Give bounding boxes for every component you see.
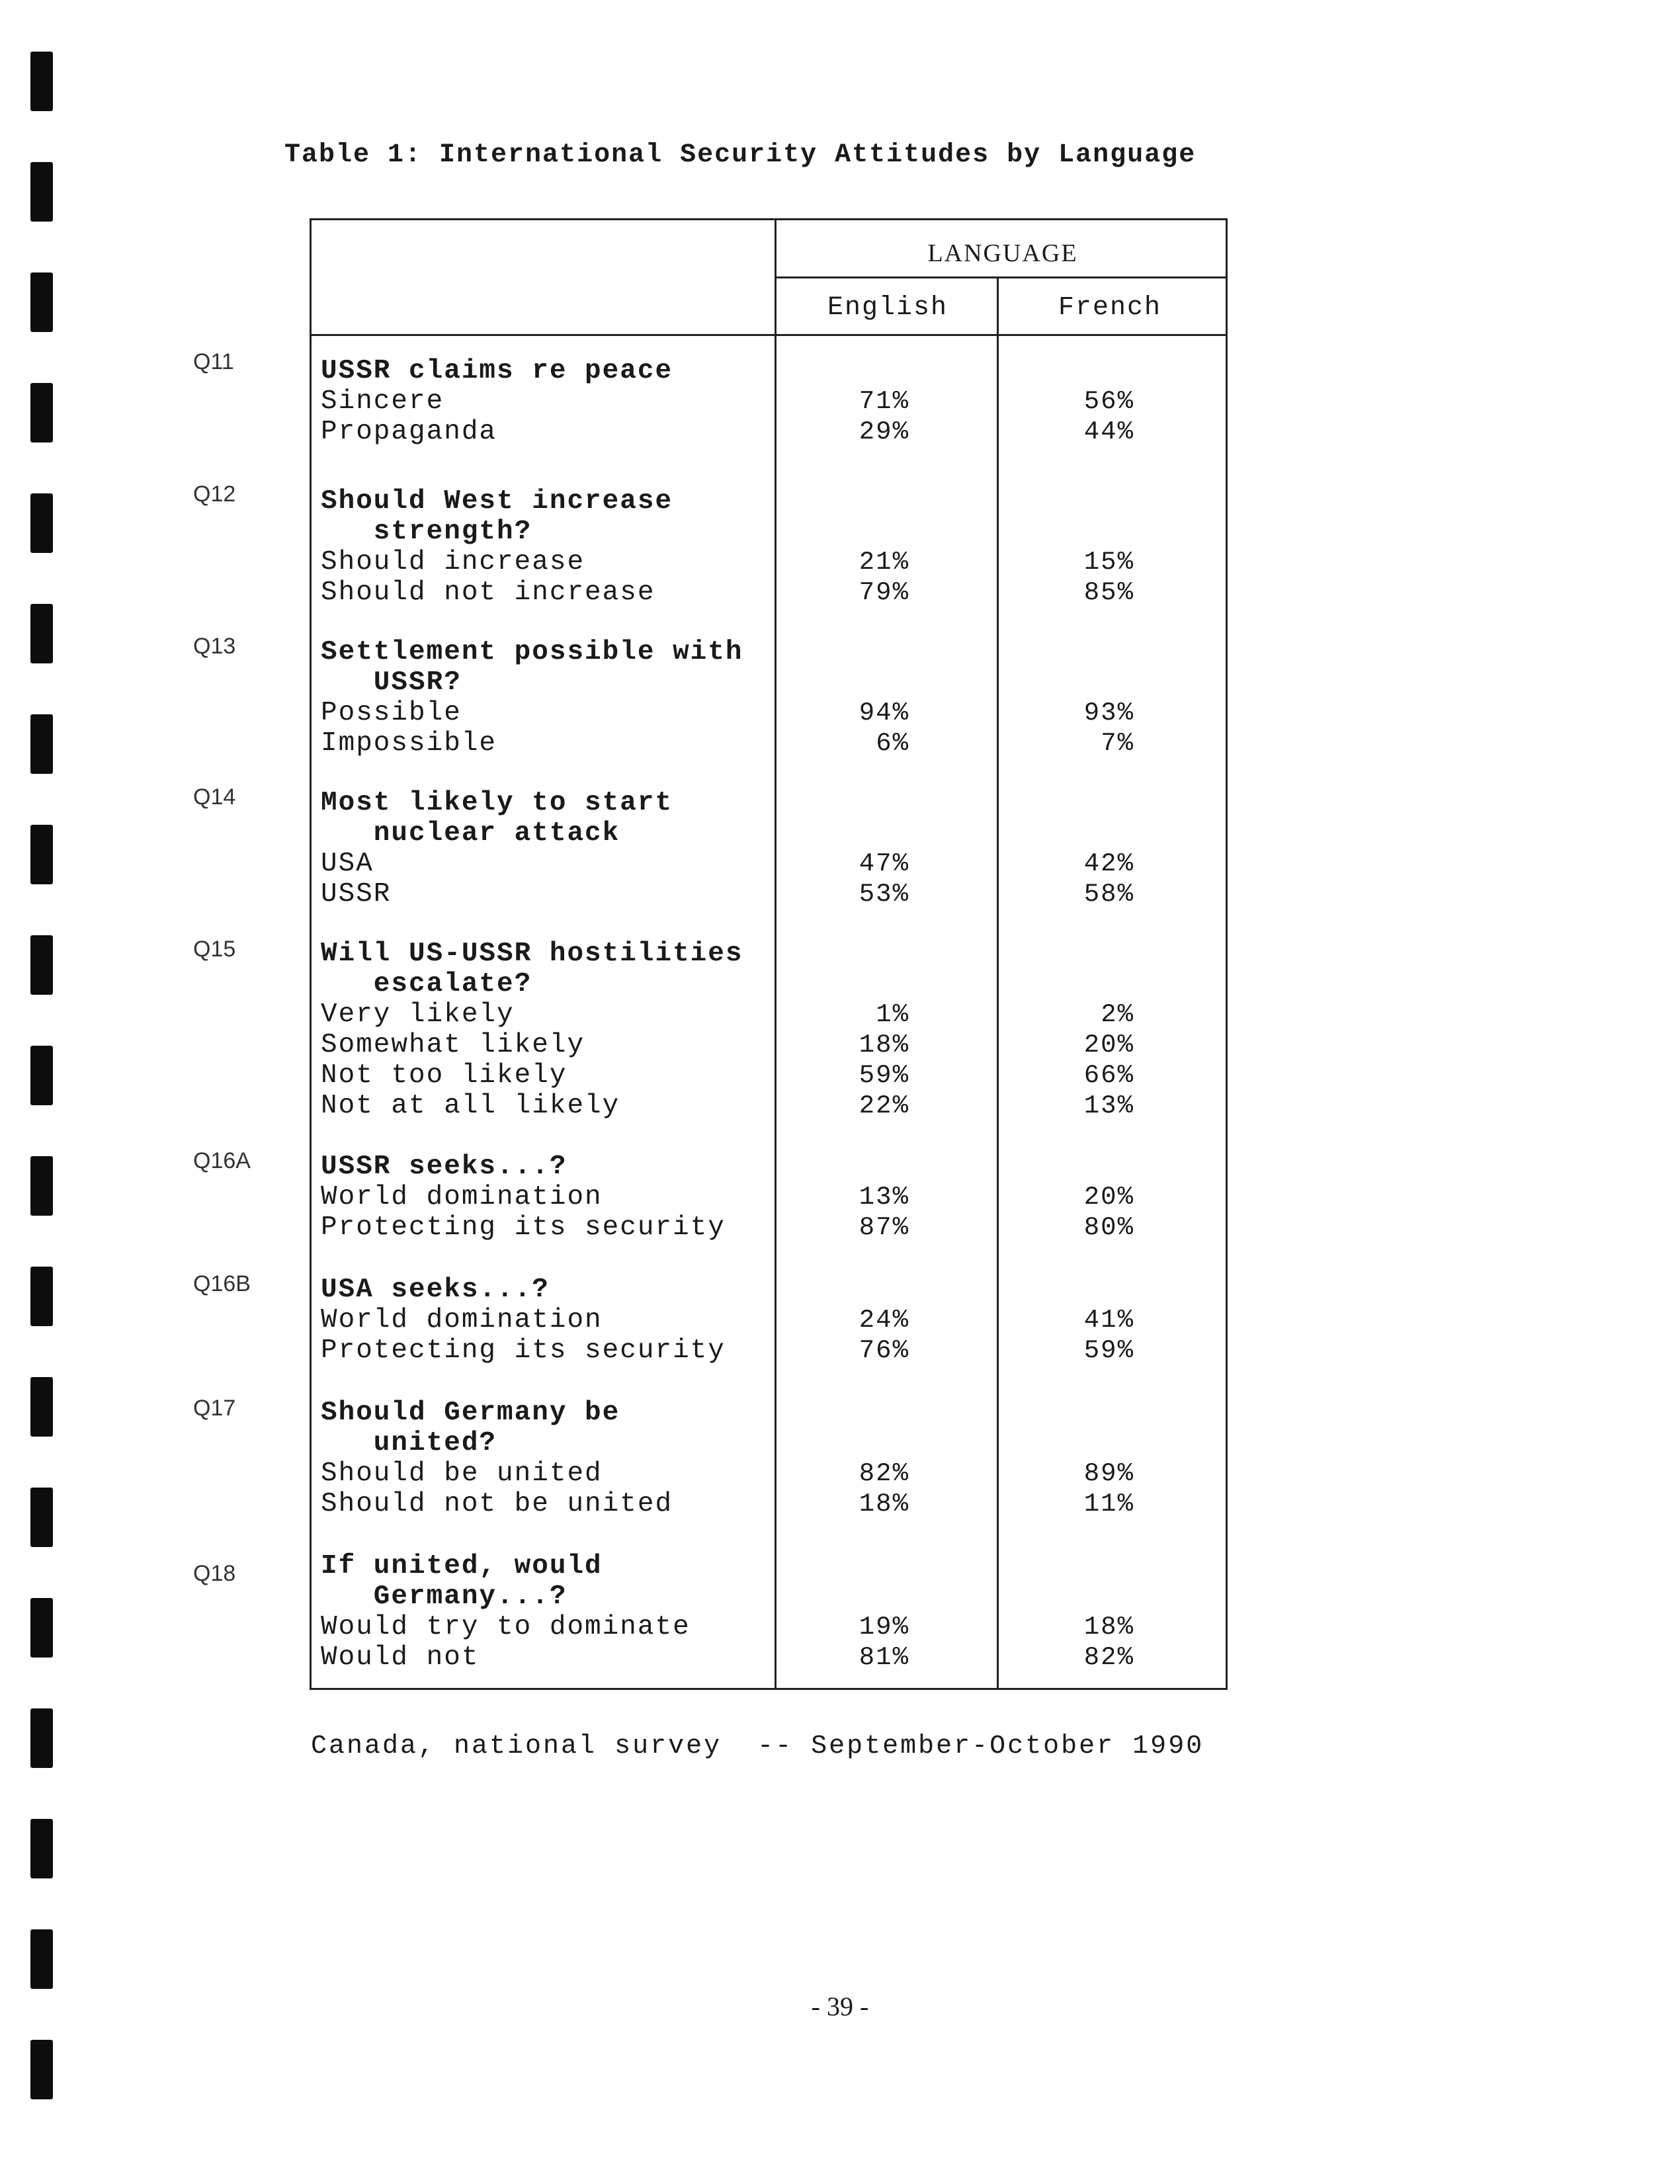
question-code: Q16B <box>193 1271 251 1296</box>
answer-label: Protecting its security <box>321 1335 726 1366</box>
english-percent: 81% <box>859 1643 909 1672</box>
answer-label: Protecting its security <box>321 1212 726 1243</box>
binder-hole <box>30 1929 53 1989</box>
french-percent: 66% <box>1083 1061 1134 1090</box>
data-table <box>310 218 1228 1690</box>
question-code: Q17 <box>193 1396 236 1421</box>
french-percent: 82% <box>1083 1643 1134 1672</box>
answer-label: Would not <box>321 1642 480 1673</box>
english-percent: 53% <box>859 880 909 909</box>
language-header: LANGUAGE <box>927 239 1078 267</box>
answer-label: Sincere <box>321 386 444 417</box>
answer-label: Not at all likely <box>321 1091 620 1121</box>
english-percent: 1% <box>876 1000 909 1029</box>
english-percent: 47% <box>859 849 909 878</box>
english-percent: 29% <box>859 417 909 446</box>
english-percent: 6% <box>876 729 909 758</box>
answer-label: Should be united <box>321 1458 603 1489</box>
binder-hole <box>30 604 53 663</box>
question-title: If united, would Germany...? <box>321 1551 603 1612</box>
answer-label: World domination <box>321 1305 603 1335</box>
binder-hole <box>30 162 53 222</box>
french-percent: 80% <box>1083 1213 1134 1242</box>
binder-hole <box>30 1377 53 1437</box>
binder-hole <box>30 1156 53 1216</box>
survey-footnote: Canada, national survey -- September-October 1990 <box>311 1732 1204 1761</box>
answer-label: Very likely <box>321 999 515 1030</box>
english-percent: 21% <box>859 548 909 577</box>
french-percent: 11% <box>1083 1490 1134 1519</box>
answer-label: Should not increase <box>321 577 655 608</box>
question-code: Q12 <box>193 482 236 507</box>
english-percent: 24% <box>859 1306 909 1335</box>
question-code: Q13 <box>193 634 236 659</box>
question-code: Q11 <box>193 349 234 374</box>
french-percent: 58% <box>1083 880 1134 909</box>
binder-hole <box>30 935 53 995</box>
english-percent: 76% <box>859 1336 909 1365</box>
english-percent: 94% <box>859 698 909 728</box>
binder-hole <box>30 1488 53 1547</box>
french-percent: 85% <box>1083 578 1134 607</box>
column-header-english: English <box>827 293 948 323</box>
answer-label: Propaganda <box>321 417 497 447</box>
binder-hole <box>30 1819 53 1878</box>
question-title: Should West increase strength? <box>321 486 673 547</box>
column-header-french: French <box>1058 293 1162 323</box>
binder-hole <box>30 1046 53 1105</box>
binder-hole <box>30 493 53 553</box>
french-percent: 20% <box>1083 1030 1134 1060</box>
french-percent: 93% <box>1083 698 1134 728</box>
binder-hole <box>30 1598 53 1658</box>
question-code: Q18 <box>193 1561 236 1586</box>
answer-label: Should not be united <box>321 1489 673 1519</box>
english-percent: 22% <box>859 1091 909 1120</box>
question-code: Q14 <box>193 784 236 810</box>
question-title: USSR claims re peace <box>321 356 673 386</box>
english-percent: 87% <box>859 1213 909 1242</box>
french-percent: 41% <box>1083 1306 1134 1335</box>
french-percent: 20% <box>1083 1183 1134 1212</box>
question-code: Q16A <box>193 1148 251 1173</box>
answer-label: USSR <box>321 879 392 909</box>
english-percent: 79% <box>859 578 909 607</box>
answer-label: Impossible <box>321 728 497 759</box>
english-percent: 71% <box>859 387 909 416</box>
header-divider-group <box>775 276 1226 278</box>
binder-hole <box>30 825 53 884</box>
column-divider-lang <box>997 276 999 1688</box>
binder-hole <box>30 383 53 442</box>
answer-label: Somewhat likely <box>321 1030 585 1060</box>
binder-hole <box>30 1708 53 1768</box>
french-percent: 42% <box>1083 849 1134 878</box>
answer-label: World domination <box>321 1182 603 1212</box>
answer-label: Possible <box>321 698 462 728</box>
french-percent: 15% <box>1083 548 1134 577</box>
english-percent: 18% <box>859 1490 909 1519</box>
english-percent: 18% <box>859 1030 909 1060</box>
question-title: USSR seeks...? <box>321 1152 567 1182</box>
english-percent: 82% <box>859 1459 909 1488</box>
answer-label: USA <box>321 849 374 879</box>
english-percent: 19% <box>859 1613 909 1642</box>
page-number: - 39 - <box>811 1992 869 2021</box>
english-percent: 59% <box>859 1061 909 1090</box>
binder-hole <box>30 52 53 111</box>
question-title: Settlement possible with USSR? <box>321 637 743 698</box>
header-divider <box>312 334 1226 336</box>
french-percent: 2% <box>1101 1000 1134 1029</box>
french-percent: 44% <box>1083 417 1134 446</box>
french-percent: 56% <box>1083 387 1134 416</box>
answer-label: Would try to dominate <box>321 1612 691 1642</box>
french-percent: 89% <box>1083 1459 1134 1488</box>
question-code: Q15 <box>193 937 236 962</box>
binder-hole <box>30 1267 53 1326</box>
answer-label: Should increase <box>321 547 585 577</box>
french-percent: 7% <box>1101 729 1134 758</box>
table-title: Table 1: International Security Attitudes by Language <box>284 140 1197 170</box>
question-title: Should Germany be united? <box>321 1398 620 1458</box>
binder-holes <box>30 0 54 2184</box>
question-title: USA seeks...? <box>321 1275 550 1305</box>
french-percent: 59% <box>1083 1336 1134 1365</box>
answer-label: Not too likely <box>321 1060 567 1091</box>
french-percent: 18% <box>1083 1613 1134 1642</box>
binder-hole <box>30 2040 53 2099</box>
french-percent: 13% <box>1083 1091 1134 1120</box>
column-divider-label <box>775 220 777 1688</box>
binder-hole <box>30 714 53 774</box>
question-title: Will US-USSR hostilities escalate? <box>321 939 743 999</box>
english-percent: 13% <box>859 1183 909 1212</box>
question-title: Most likely to start nuclear attack <box>321 788 673 849</box>
binder-hole <box>30 273 53 332</box>
